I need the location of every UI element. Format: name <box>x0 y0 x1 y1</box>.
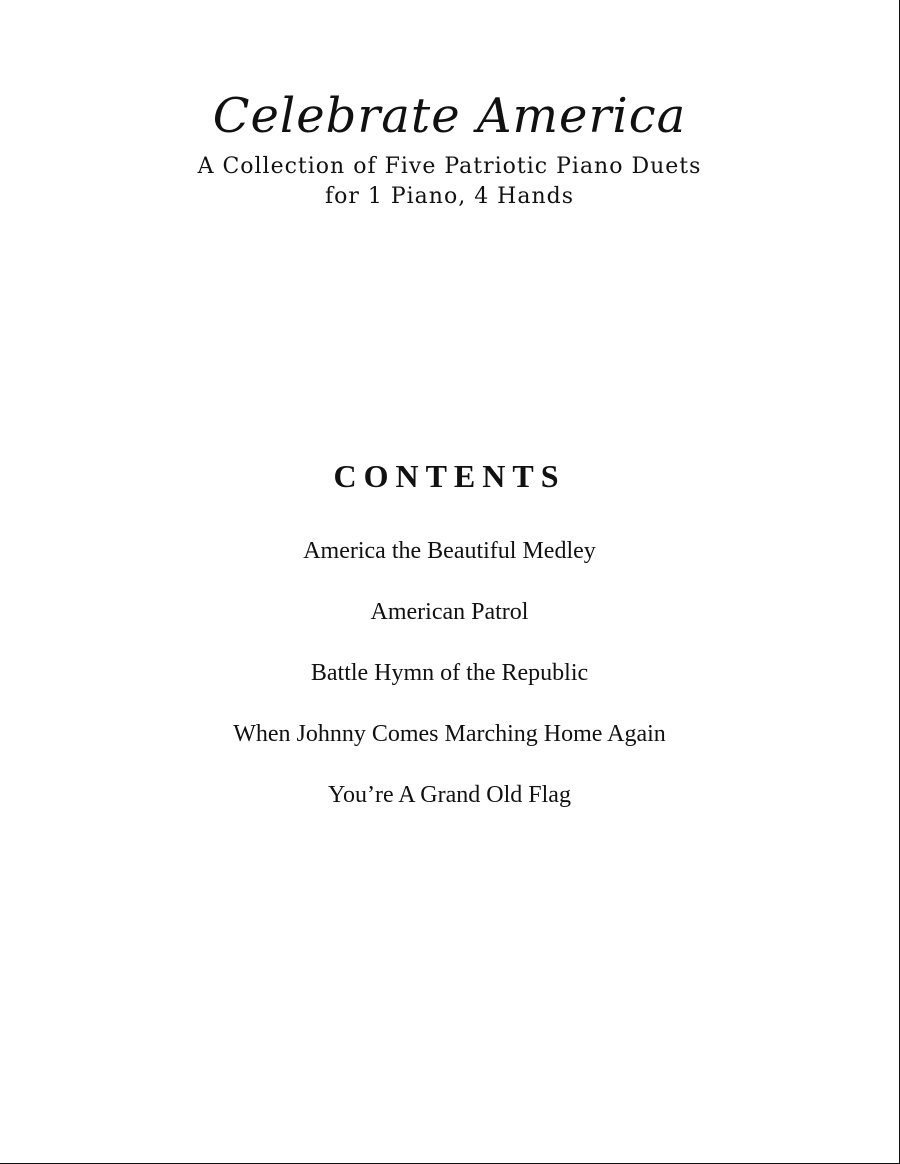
document-subtitle-line-2: for 1 Piano, 4 Hands <box>324 184 575 209</box>
document-title: Celebrate America <box>212 88 687 144</box>
contents-item: You’re A Grand Old Flag <box>328 782 571 808</box>
contents-item: Battle Hymn of the Republic <box>310 660 589 686</box>
contents-item: When Johnny Comes Marching Home Again <box>233 721 666 747</box>
contents-item: American Patrol <box>370 599 529 625</box>
contents-item: America the Beautiful Medley <box>303 538 596 564</box>
contents-list <box>0 533 899 838</box>
contents-heading: CONTENTS <box>333 458 566 494</box>
document-subtitle-line-1: A Collection of Five Patriotic Piano Duets <box>197 154 702 179</box>
